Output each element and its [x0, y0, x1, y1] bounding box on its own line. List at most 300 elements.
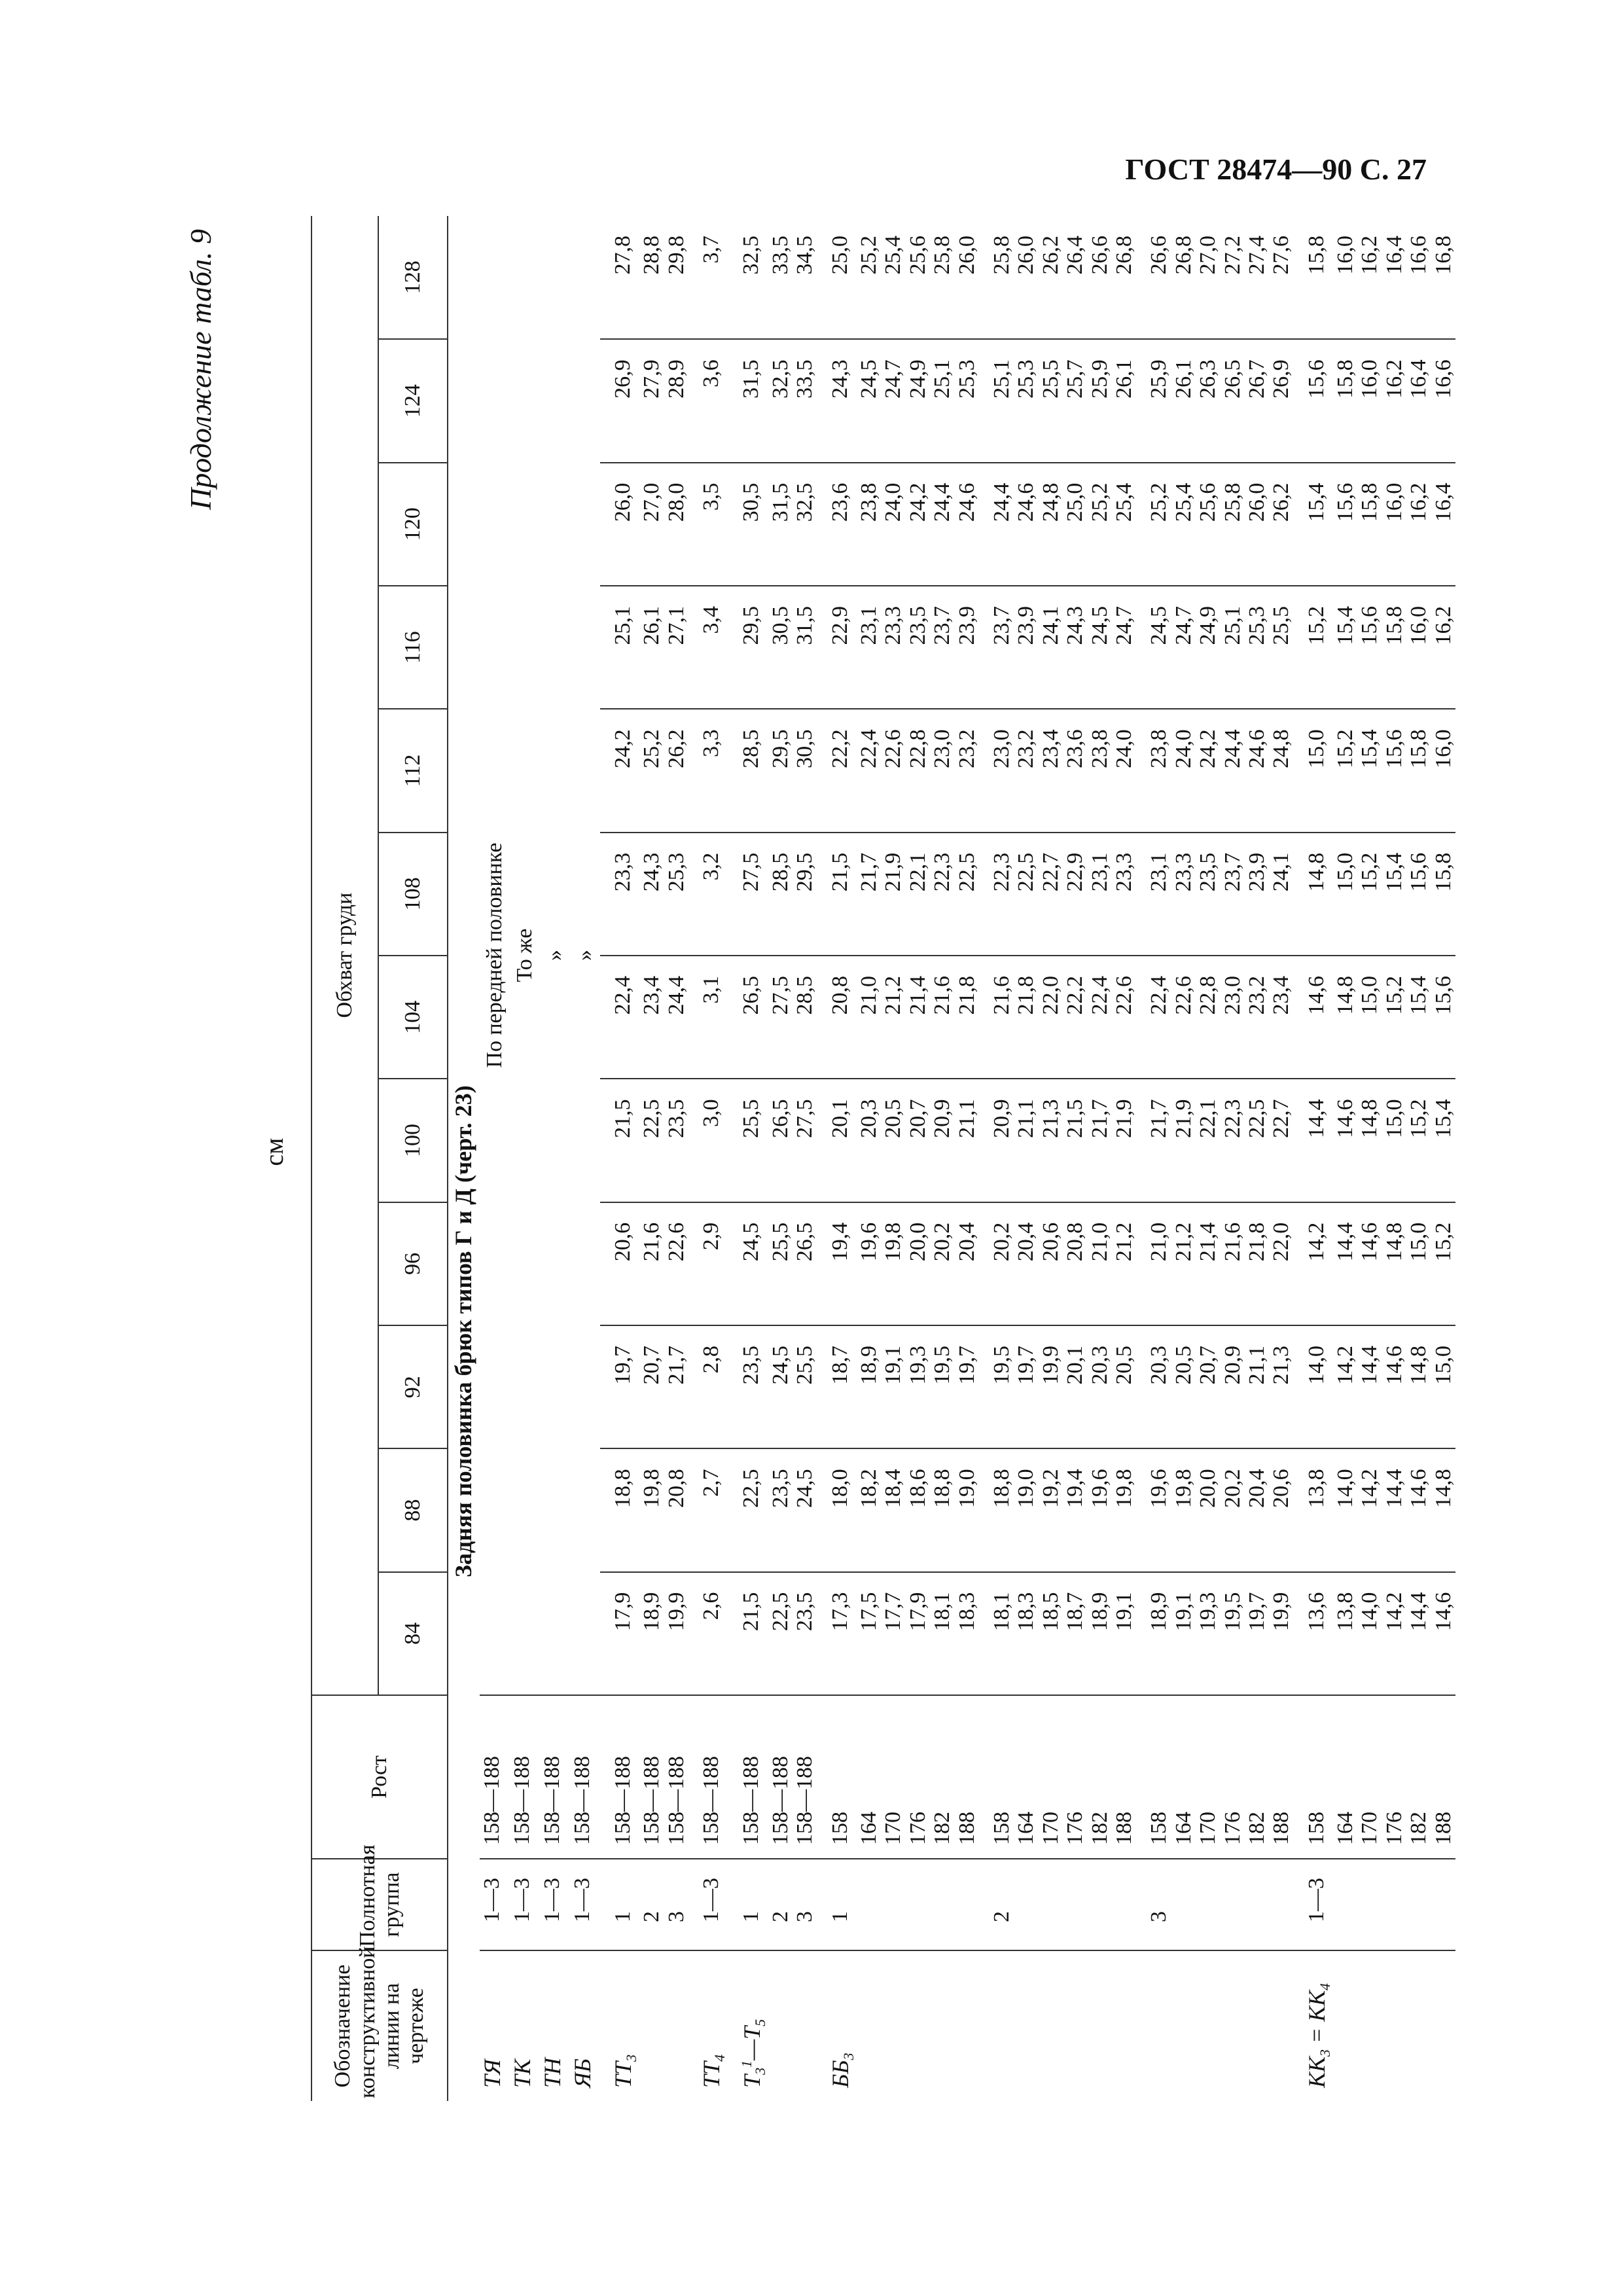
value-cell: 19,7	[955, 1325, 979, 1448]
same-as-note: То же	[512, 928, 537, 982]
value-cell: 14,8	[1333, 956, 1357, 1079]
size-header-84: 84	[378, 1572, 448, 1695]
spacer-cell	[1136, 1950, 1147, 2101]
value-cell: 22,6	[1171, 956, 1196, 1079]
height-cell: 158	[828, 1695, 857, 1859]
designation-cell	[1431, 1950, 1455, 2101]
value-cell: 16,0	[1357, 339, 1382, 462]
height-cell: 176	[1221, 1695, 1245, 1859]
value-cell: 14,2	[1382, 1572, 1406, 1695]
value-cell: 20,9	[930, 1079, 954, 1202]
value-cell: 20,8	[664, 1448, 688, 1571]
height-cell: 188	[1112, 1695, 1136, 1859]
height-cell: 158—188	[793, 1695, 817, 1859]
value-cell: 23,5	[906, 586, 930, 709]
value-cell: 25,3	[1014, 339, 1038, 462]
value-cell: 16,2	[1357, 236, 1382, 275]
value-cell: 30,5	[793, 709, 817, 832]
spacer-cell	[1294, 1325, 1304, 1448]
value-cell: 15,4	[1333, 586, 1357, 709]
value-cell: 15,0	[1357, 956, 1382, 1079]
value-cell: 24,7	[881, 339, 905, 462]
value-cell: 21,2	[1112, 1202, 1136, 1325]
table-row	[955, 216, 979, 2101]
value-cell: 15,0	[1333, 833, 1357, 956]
value-cell: 25,1	[990, 339, 1014, 462]
value-cell: 21,0	[1088, 1202, 1112, 1325]
value-cell: 15,2	[1406, 1079, 1431, 1202]
value-cell: 17,3	[828, 1572, 857, 1695]
value-cell: 27,5	[739, 833, 768, 956]
value-cell: 26,0	[1014, 236, 1039, 275]
value-cell: 18,3	[1014, 1572, 1038, 1695]
spacer-cell	[817, 1079, 828, 1202]
height-cell: 158—188	[664, 1695, 688, 1859]
value-cell: 2,9	[699, 1202, 728, 1325]
value-cell: 19,1	[1171, 1572, 1196, 1695]
value-cell: 19,6	[1147, 1448, 1171, 1571]
spacer-cell	[979, 1950, 990, 2101]
spacer-cell	[1136, 1695, 1147, 1859]
group-cell	[930, 1859, 954, 1950]
value-cell: 19,3	[906, 1325, 930, 1448]
spacer-cell	[979, 586, 990, 709]
spacer-cell	[1294, 1202, 1304, 1325]
spacer-row	[728, 216, 739, 2101]
size-header-128: 128	[378, 216, 448, 339]
table-row	[540, 216, 570, 2101]
spacer-cell	[1294, 1079, 1304, 1202]
value-cell: 26,5	[739, 956, 768, 1079]
spacer-cell	[688, 1448, 699, 1571]
value-cell: 21,0	[1147, 1202, 1171, 1325]
spacer-cell	[728, 216, 739, 339]
value-cell: 32,5	[738, 236, 763, 275]
group-cell	[1357, 1859, 1382, 1950]
value-cell: 24,0	[1112, 709, 1136, 832]
spacer-cell	[728, 339, 739, 462]
value-cell: 21,5	[1063, 1079, 1087, 1202]
value-cell: 34,5	[793, 236, 817, 275]
spacer-cell	[979, 463, 990, 586]
value-cell: 26,0	[954, 236, 979, 275]
designation-cell: ТЯ	[480, 1950, 510, 2101]
table-row	[1112, 216, 1136, 2101]
value-cell: 25,2	[1147, 463, 1171, 586]
value-cell: 22,5	[1245, 1079, 1269, 1202]
value-cell: 28,0	[664, 463, 688, 586]
value-cell: 23,7	[990, 586, 1014, 709]
value-cell: 22,5	[739, 1448, 768, 1571]
value-cell: 22,2	[828, 709, 857, 832]
value-cell: 22,4	[1088, 956, 1112, 1079]
group-cell	[1406, 1859, 1431, 1950]
table-row	[639, 216, 664, 2101]
value-cell: 26,5	[768, 1079, 793, 1202]
designation-cell	[1357, 1950, 1382, 2101]
value-cell: 21,9	[1171, 1079, 1196, 1202]
value-cell: 24,9	[906, 339, 930, 462]
designation-cell	[1221, 1950, 1245, 2101]
value-cell: 21,9	[1112, 1079, 1136, 1202]
height-cell: 188	[1431, 1695, 1455, 1859]
value-cell: 15,8	[1357, 463, 1382, 586]
value-cell: 15,2	[1304, 586, 1333, 709]
value-cell: 21,3	[1269, 1325, 1293, 1448]
value-cell: 25,2	[1088, 463, 1112, 586]
spacer-cell	[728, 1202, 739, 1325]
value-cell: 18,5	[1039, 1572, 1063, 1695]
value-cell: 19,7	[1245, 1572, 1269, 1695]
value-cell: 24,2	[906, 463, 930, 586]
group-cell: 1—3	[1304, 1859, 1333, 1950]
value-cell: 19,9	[1039, 1325, 1063, 1448]
value-cell: 15,4	[1431, 1079, 1455, 1202]
value-cell: 19,0	[955, 1448, 979, 1571]
value-cell: 29,5	[768, 709, 793, 832]
value-cell: 19,0	[1014, 1448, 1038, 1571]
designation-cell: $ТТ_4$	[699, 1950, 728, 2101]
value-cell: 20,4	[1245, 1448, 1269, 1571]
value-cell: 24,8	[1269, 709, 1293, 832]
table-row	[1304, 216, 1333, 2101]
value-cell: 20,5	[881, 1079, 905, 1202]
value-cell: 24,4	[990, 463, 1014, 586]
value-cell: 16,0	[1382, 463, 1406, 586]
value-cell: 27,6	[1269, 236, 1294, 275]
value-cell: 15,6	[1406, 833, 1431, 956]
spacer-cell	[600, 463, 611, 586]
value-cell: 23,5	[664, 1079, 688, 1202]
value-cell: 17,5	[857, 1572, 881, 1695]
value-cell: 20,5	[1112, 1325, 1136, 1448]
value-cell: 23,3	[1112, 833, 1136, 956]
value-cell: 22,3	[930, 833, 954, 956]
spacer-cell	[728, 1325, 739, 1448]
value-cell: 22,8	[906, 709, 930, 832]
value-cell: 28,9	[664, 339, 688, 462]
value-cell: 26,6	[1147, 236, 1171, 275]
designation-cell: $КК_3 = КК_4$	[1304, 1950, 1333, 2101]
value-cell: 23,5	[739, 1325, 768, 1448]
spacer-cell	[688, 1695, 699, 1859]
value-cell: 20,2	[1221, 1448, 1245, 1571]
size-header-92: 92	[378, 1325, 448, 1448]
spacer-cell	[979, 1859, 990, 1950]
spacer-cell	[1294, 833, 1304, 956]
height-cell: 158—188	[480, 1695, 510, 1859]
value-cell: 24,4	[1221, 709, 1245, 832]
spacer-cell	[688, 1950, 699, 2101]
size-header-96: 96	[378, 1202, 448, 1325]
value-cell: 26,5	[1221, 339, 1245, 462]
value-cell: 21,7	[857, 833, 881, 956]
value-cell: 24,4	[664, 956, 688, 1079]
height-cell: 158—188	[611, 1695, 639, 1859]
height-cell: 170	[1039, 1695, 1063, 1859]
spacer-cell	[688, 339, 699, 462]
spacer-cell	[1294, 463, 1304, 586]
value-cell: 23,4	[1039, 709, 1063, 832]
spacer-cell	[600, 1079, 611, 1202]
value-cell: 14,6	[1382, 1325, 1406, 1448]
value-cell: 22,2	[1063, 956, 1087, 1079]
value-cell: 33,5	[793, 339, 817, 462]
spacer-cell	[600, 956, 611, 1079]
value-cell: 24,0	[881, 463, 905, 586]
spacer-cell	[600, 1202, 611, 1325]
spacer-cell	[688, 1079, 699, 1202]
value-cell: 21,0	[857, 956, 881, 1079]
spacer-cell	[817, 1950, 828, 2101]
spacer-cell	[1136, 1079, 1147, 1202]
group-cell	[1245, 1859, 1269, 1950]
value-cell: 15,0	[1406, 1202, 1431, 1325]
value-cell: 23,3	[611, 833, 639, 956]
same-as-note: По передней половинке	[482, 842, 507, 1068]
designation-cell	[793, 1950, 817, 2101]
spacer-cell	[1136, 956, 1147, 1079]
value-cell: 14,4	[1304, 1079, 1333, 1202]
value-cell: 26,3	[1196, 339, 1220, 462]
table-row	[699, 216, 728, 2101]
value-cell: 18,9	[639, 1572, 664, 1695]
value-cell: 22,7	[1269, 1079, 1293, 1202]
table-row	[990, 216, 1014, 2101]
designation-cell	[881, 1950, 905, 2101]
spacer-cell	[817, 956, 828, 1079]
value-cell: 22,3	[1221, 1079, 1245, 1202]
value-cell: 16,8	[1431, 236, 1455, 275]
value-cell: 20,1	[1063, 1325, 1087, 1448]
value-cell: 24,7	[1171, 586, 1196, 709]
value-cell: 29,5	[793, 833, 817, 956]
value-cell: 22,9	[828, 586, 857, 709]
value-cell: 20,7	[639, 1325, 664, 1448]
designation-cell	[1333, 1950, 1357, 2101]
value-cell: 31,5	[793, 586, 817, 709]
value-cell: 28,5	[768, 833, 793, 956]
spacer-cell	[1136, 586, 1147, 709]
size-header-120: 120	[378, 463, 448, 586]
table-row	[857, 216, 881, 2101]
designation-cell: ТН	[540, 1950, 570, 2101]
value-cell: 15,2	[1333, 709, 1357, 832]
value-cell: 23,3	[881, 586, 905, 709]
spacer-cell	[1294, 1859, 1304, 1950]
value-cell: 13,8	[1333, 1572, 1357, 1695]
designation-cell	[955, 1950, 979, 2101]
value-cell: 26,5	[793, 1202, 817, 1325]
value-cell: 21,8	[1245, 1202, 1269, 1325]
spacer-cell	[1294, 956, 1304, 1079]
value-cell: 19,8	[881, 1202, 905, 1325]
group-cell	[1171, 1859, 1196, 1950]
table-row	[1245, 216, 1269, 2101]
value-cell: 20,2	[930, 1202, 954, 1325]
value-cell: 24,2	[611, 709, 639, 832]
value-cell: 23,8	[1147, 709, 1171, 832]
spacer-cell	[817, 339, 828, 462]
value-cell: 24,6	[1245, 709, 1269, 832]
value-cell: 20,7	[906, 1079, 930, 1202]
value-cell: 24,6	[1014, 463, 1038, 586]
spacer-cell	[728, 586, 739, 709]
spacer-cell	[979, 1572, 990, 1695]
table-continuation-caption: Продолжение табл. 9	[184, 229, 217, 510]
value-cell: 23,8	[857, 463, 881, 586]
spacer-cell	[1294, 1448, 1304, 1571]
value-cell: 23,9	[955, 586, 979, 709]
value-cell: 25,8	[990, 236, 1014, 275]
value-cell: 20,3	[1147, 1325, 1171, 1448]
value-cell: 15,8	[1431, 833, 1455, 956]
spacer-cell	[979, 833, 990, 956]
spacer-cell	[817, 709, 828, 832]
table-row	[1269, 216, 1293, 2101]
value-cell: 22,6	[881, 709, 905, 832]
table-row	[1063, 216, 1087, 2101]
value-cell: 22,5	[768, 1572, 793, 1695]
value-cell: 24,0	[1171, 709, 1196, 832]
value-cell: 16,0	[1406, 586, 1431, 709]
spacer-cell	[817, 833, 828, 956]
value-cell: 25,1	[930, 339, 954, 462]
value-cell: 14,0	[1304, 1325, 1333, 1448]
value-cell: 18,6	[906, 1448, 930, 1571]
value-cell: 18,2	[857, 1448, 881, 1571]
value-cell: 14,6	[1357, 1202, 1382, 1325]
spacer-cell	[1136, 709, 1147, 832]
value-cell: 14,8	[1382, 1202, 1406, 1325]
spacer-cell	[817, 1695, 828, 1859]
spacer-cell	[728, 1572, 739, 1695]
value-cell: 23,9	[1245, 833, 1269, 956]
value-cell: 20,5	[1171, 1325, 1196, 1448]
value-cell: 20,8	[1063, 1202, 1087, 1325]
value-cell: 19,2	[1039, 1448, 1063, 1571]
value-cell: 22,1	[1196, 1079, 1220, 1202]
designation-cell	[1406, 1950, 1431, 2101]
value-cell: 23,4	[639, 956, 664, 1079]
value-cell: 21,9	[881, 833, 905, 956]
value-cell: 21,1	[1014, 1079, 1038, 1202]
value-cell: 25,5	[793, 1325, 817, 1448]
spacer-cell	[1136, 1202, 1147, 1325]
value-cell: 21,2	[1171, 1202, 1196, 1325]
value-cell: 15,6	[1333, 463, 1357, 586]
group-cell	[1333, 1859, 1357, 1950]
group-cell: 2	[639, 1859, 664, 1950]
height-cell: 170	[1196, 1695, 1220, 1859]
same-as-note: »	[543, 950, 567, 961]
group-cell: 1—3	[699, 1859, 728, 1950]
value-cell: 25,5	[739, 1079, 768, 1202]
value-cell: 15,8	[1333, 339, 1357, 462]
value-cell: 20,4	[955, 1202, 979, 1325]
value-cell: 18,3	[955, 1572, 979, 1695]
value-cell: 19,3	[1196, 1572, 1220, 1695]
height-cell: 176	[1382, 1695, 1406, 1859]
value-cell: 23,2	[1245, 956, 1269, 1079]
height-cell: 176	[1063, 1695, 1087, 1859]
value-cell: 24,4	[930, 463, 954, 586]
value-cell: 23,1	[1147, 833, 1171, 956]
designation-cell	[1112, 1950, 1136, 2101]
value-cell: 13,8	[1304, 1448, 1333, 1571]
spacer-cell	[600, 1572, 611, 1695]
height-cell: 158—188	[739, 1695, 768, 1859]
rotated-page-content	[183, 216, 1455, 2101]
spacer-cell	[817, 1325, 828, 1448]
designation-cell	[1196, 1950, 1220, 2101]
height-cell: 158—188	[639, 1695, 664, 1859]
spacer-cell	[728, 1079, 739, 1202]
value-cell: 25,3	[1245, 586, 1269, 709]
spacer-cell	[688, 709, 699, 832]
value-cell: 21,6	[639, 1202, 664, 1325]
value-cell: 19,8	[1171, 1448, 1196, 1571]
section-title: Задняя половинка брюк типов Г и Д (черт. 23)	[450, 1085, 477, 1577]
value-cell: 27,0	[639, 463, 664, 586]
height-cell: 158—188	[699, 1695, 728, 1859]
table-row	[510, 216, 540, 2101]
value-cell: 13,6	[1304, 1572, 1333, 1695]
value-cell: 26,1	[1171, 339, 1196, 462]
table-row	[881, 216, 905, 2101]
value-cell: 30,5	[768, 586, 793, 709]
value-cell: 14,2	[1304, 1202, 1333, 1325]
spacer-cell	[1136, 1859, 1147, 1950]
spacer-cell	[600, 833, 611, 956]
value-cell: 19,7	[1014, 1325, 1038, 1448]
value-cell: 21,6	[930, 956, 954, 1079]
value-cell: 21,8	[1014, 956, 1038, 1079]
group-cell: 2	[768, 1859, 793, 1950]
height-cell: 188	[1269, 1695, 1293, 1859]
height-cell: 158	[1304, 1695, 1333, 1859]
group-cell	[881, 1859, 905, 1950]
table-row	[739, 216, 768, 2101]
spacer-cell	[600, 216, 611, 339]
value-cell: 19,9	[664, 1572, 688, 1695]
height-cell: 164	[1171, 1695, 1196, 1859]
spacer-cell	[817, 1572, 828, 1695]
value-cell: 24,7	[1112, 586, 1136, 709]
spacer-cell	[688, 1202, 699, 1325]
value-cell: 23,9	[1014, 586, 1038, 709]
value-cell: 16,6	[1431, 339, 1455, 462]
group-cell	[955, 1859, 979, 1950]
value-cell: 16,4	[1406, 339, 1431, 462]
value-cell: 17,7	[881, 1572, 905, 1695]
value-cell: 20,9	[990, 1079, 1014, 1202]
spacer-cell	[979, 216, 990, 339]
value-cell: 24,1	[1269, 833, 1293, 956]
value-cell: 31,5	[768, 463, 793, 586]
group-cell: 1—3	[540, 1859, 570, 1950]
value-cell: 27,0	[1196, 236, 1221, 275]
value-cell: 15,2	[1382, 956, 1406, 1079]
spacer-cell	[728, 1695, 739, 1859]
size-header-108: 108	[378, 833, 448, 956]
height-cell: 188	[955, 1695, 979, 1859]
spacer-row	[688, 216, 699, 2101]
table-row	[1357, 216, 1382, 2101]
measurements-table	[311, 216, 1455, 2101]
value-cell: 21,5	[611, 1079, 639, 1202]
value-cell: 30,5	[739, 463, 768, 586]
